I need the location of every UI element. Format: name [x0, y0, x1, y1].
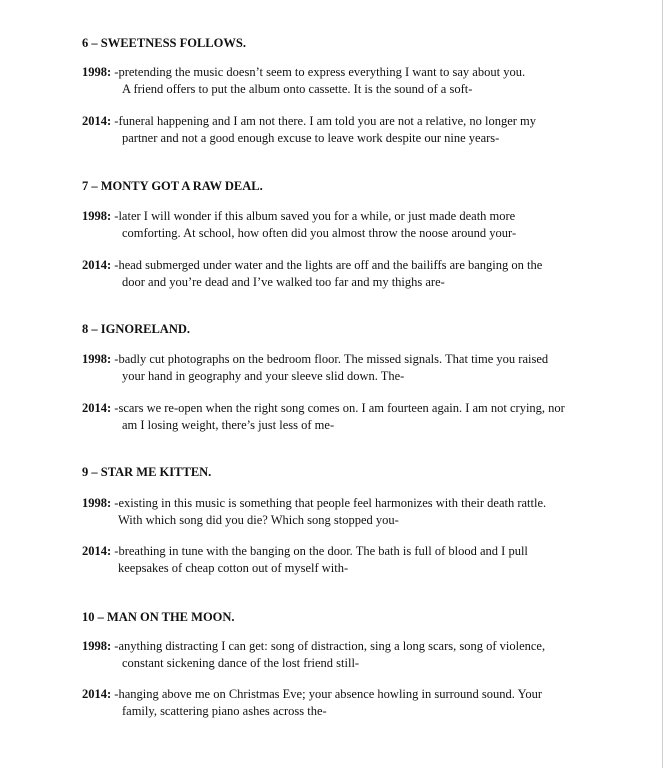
entry-text-line: -head submerged under water and the lights are off and the bailiffs are banging on the	[111, 258, 543, 272]
year-label: 2014:	[82, 544, 112, 558]
entry-text-continuation: comforting. At school, how often did you almost throw the noose around your-	[122, 226, 517, 240]
entry-text-line: -anything distracting I can get: song of distraction, sing a long scars, song of violence,	[111, 639, 546, 653]
year-label: 1998:	[82, 65, 112, 79]
year-label: 1998:	[82, 352, 112, 366]
entry-1998	[82, 495, 602, 529]
entry-1998	[82, 208, 602, 242]
entry-text-line: -hanging above me on Christmas Eve; your absence howling in surround sound. Your	[111, 687, 543, 701]
entry-2014	[82, 400, 602, 434]
entry-text-line: -badly cut photographs on the bedroom floor. The missed signals. That time you raised	[111, 352, 549, 366]
entry-text-line: -pretending the music doesn’t seem to express everything I want to say about you.	[111, 65, 526, 79]
section-heading: 10 – MAN ON THE MOON.	[82, 610, 235, 624]
entry-1998	[82, 351, 602, 385]
entry-text-continuation: keepsakes of cheap cotton out of myself with-	[118, 561, 349, 575]
entry-2014	[82, 543, 602, 577]
entry-2014	[82, 686, 602, 720]
year-label: 1998:	[82, 496, 112, 510]
entry-text-continuation: partner and not a good enough excuse to leave work despite our nine years-	[122, 131, 500, 145]
year-label: 2014:	[82, 258, 112, 272]
entry-text-continuation: am I losing weight, there’s just less of me-	[122, 418, 335, 432]
year-label: 1998:	[82, 639, 112, 653]
entry-text-line: -breathing in tune with the banging on the door. The bath is full of blood and I pull	[111, 544, 528, 558]
section-heading: 8 – IGNORELAND.	[82, 322, 190, 336]
year-label: 2014:	[82, 114, 112, 128]
entry-text-continuation: family, scattering piano ashes across the-	[122, 704, 327, 718]
section-heading: 6 – SWEETNESS FOLLOWS.	[82, 36, 246, 50]
entry-2014	[82, 257, 602, 291]
entry-text-continuation: constant sickening dance of the lost friend still-	[122, 656, 360, 670]
section-heading: 9 – STAR ME KITTEN.	[82, 465, 212, 479]
entry-text-continuation: With which song did you die? Which song stopped you-	[118, 513, 399, 527]
year-label: 2014:	[82, 687, 112, 701]
entry-text-line: -later I will wonder if this album saved you for a while, or just made death more	[111, 209, 516, 223]
entry-text-continuation: A friend offers to put the album onto cassette. It is the sound of a soft-	[122, 82, 473, 96]
entry-text-continuation: your hand in geography and your sleeve slid down. The-	[122, 369, 405, 383]
entry-text-line: -scars we re-open when the right song comes on. I am fourteen again. I am not crying, nor	[111, 401, 565, 415]
section-heading: 7 – MONTY GOT A RAW DEAL.	[82, 179, 263, 193]
entry-2014	[82, 113, 602, 147]
entry-1998	[82, 638, 602, 672]
entry-text-continuation: door and you’re dead and I’ve walked too far and my thighs are-	[122, 275, 445, 289]
entry-text-line: -funeral happening and I am not there. I am told you are not a relative, no longer my	[111, 114, 537, 128]
year-label: 1998:	[82, 209, 112, 223]
year-label: 2014:	[82, 401, 112, 415]
entry-1998	[82, 64, 602, 98]
entry-text-line: -existing in this music is something that people feel harmonizes with their death rattle.	[111, 496, 547, 510]
